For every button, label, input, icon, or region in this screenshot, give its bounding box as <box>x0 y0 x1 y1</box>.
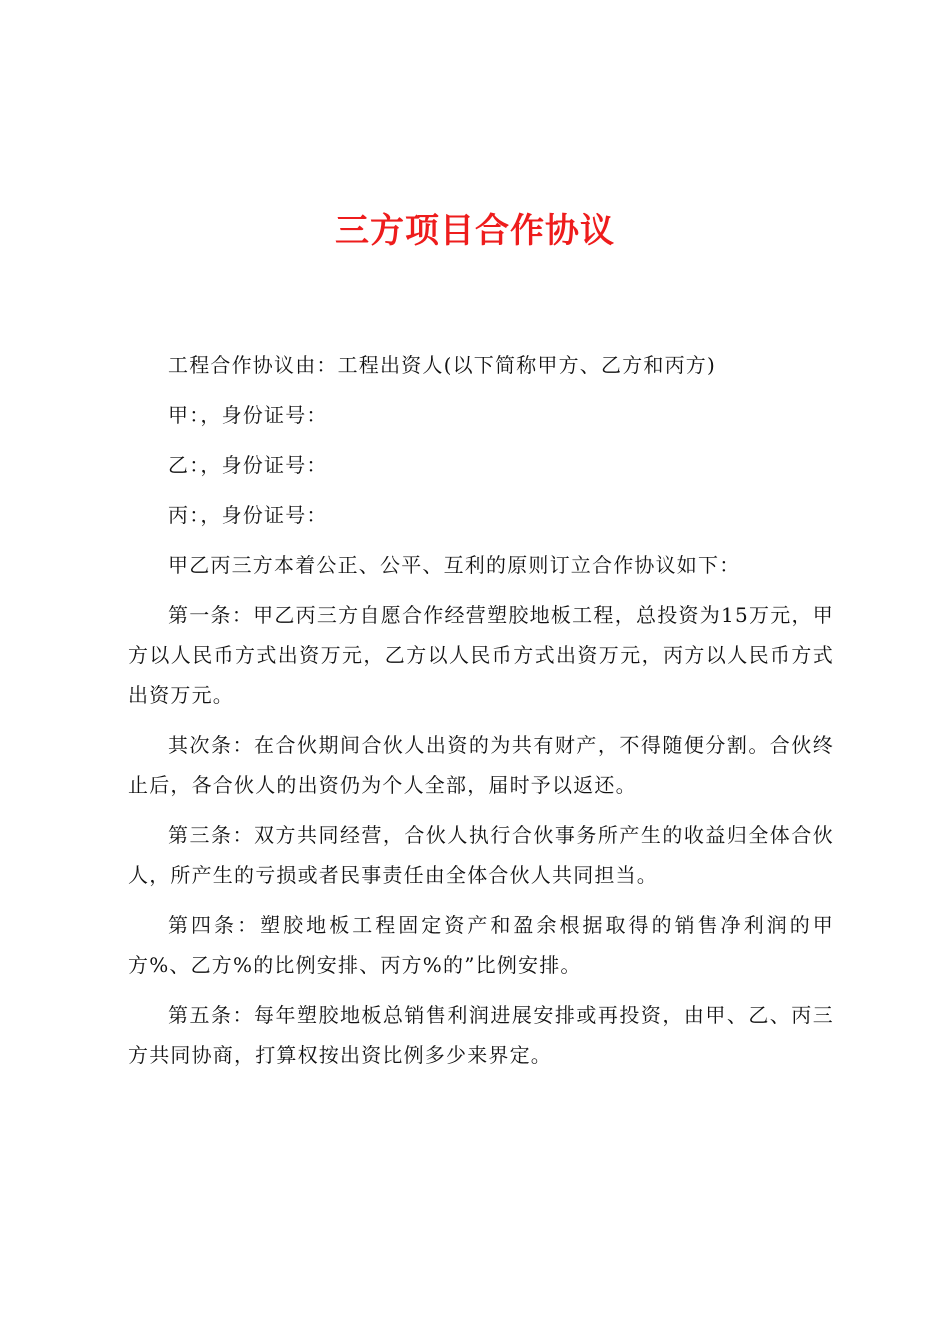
paragraph-intro: 工程合作协议由：工程出资人(以下简称甲方、乙方和丙方) <box>168 353 717 377</box>
paragraph-party-b: 乙：，身份证号： <box>168 453 328 477</box>
paragraph-article-3: 第三条：双方共同经营，合伙人执行合伙事务所产生的收益归全体合伙人，所产生的亏损或者民事责任由全体合伙人共同担当。 <box>128 823 834 887</box>
paragraph-article-4: 第四条：塑胶地板工程固定资产和盈余根据取得的销售净利润的甲方%、乙方%的比例安排、丙方%的”比例安排。 <box>128 913 834 977</box>
paragraph-article-2: 其次条：在合伙期间合伙人出资的为共有财产，不得随便分割。合伙终止后，各合伙人的出资仍为个人全部，届时予以返还。 <box>128 733 834 797</box>
paragraph-preamble: 甲乙丙三方本着公正、公平、互利的原则订立合作协议如下： <box>168 553 741 577</box>
document-title: 三方项目合作协议 <box>335 211 615 251</box>
paragraph-party-c: 丙：，身份证号： <box>168 503 328 527</box>
paragraph-party-a: 甲：，身份证号： <box>168 403 328 427</box>
paragraph-article-1: 第一条：甲乙丙三方自愿合作经营塑胶地板工程，总投资为15万元，甲方以人民币方式出资万元，乙方以人民币方式出资万元，丙方以人民币方式出资万元。 <box>128 603 834 707</box>
paragraph-article-5: 第五条：每年塑胶地板总销售利润进展安排或再投资，由甲、乙、丙三方共同协商，打算权按出资比例多少来界定。 <box>128 1003 834 1067</box>
document-body <box>128 345 834 1085</box>
